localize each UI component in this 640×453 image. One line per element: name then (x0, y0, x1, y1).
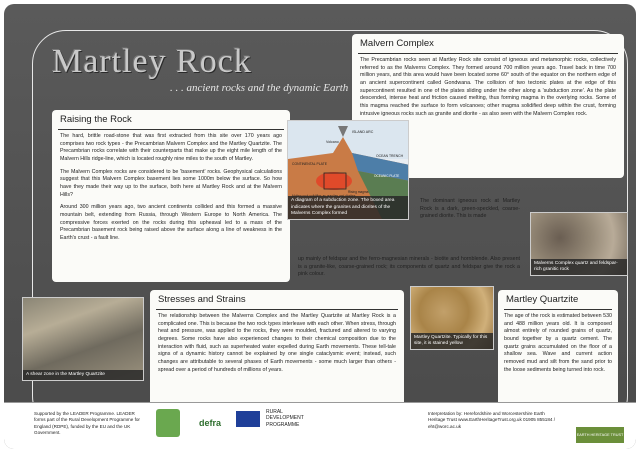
raising-paragraph: The Malvern Complex rocks are considered to be 'basement' rocks. Geophysical calculations suggest that this Malvern Complex basement lies some 1000m below the surface. So how have they made their way up to the surface, both here at Martley Rock and at the Malvern Hills? (60, 168, 282, 198)
malvern-continued-paragraph: up mainly of feldspar and the ferro-magnesian minerals - biotite and hornblende. Also present is a granite-like, coarse-grained rock; its components of quartz and feldspar give the rock a pink colour. (298, 256, 520, 278)
label-ocean: OCEAN TRENCH (376, 154, 404, 158)
shear-zone-photo (22, 297, 144, 381)
raising-panel (52, 110, 290, 282)
rdpe-logo: RURAL DEVELOPMENT PROGRAMME (266, 409, 304, 428)
footer-interpretation-text: Interpretation by: Herefordshire and Worcestershire Earth Heritage Trust www.EarthHeritageTrust.org.uk 01905 855184 / eht@worc.ac.uk (428, 411, 555, 429)
quartzite-paragraph: The age of the rock is estimated between 530 and 488 million years old. It is composed almost entirely of rounded grains of quartz, bound together by a quartz cement. The quartz grains accumulated on the floor of a shallow sea. Wave and current action removed mud and silt from the sand prior to the loose sediments being turned into rock. (504, 313, 612, 373)
label-volcano: Volcano (326, 140, 339, 144)
raising-paragraph: The hard, brittle road-stone that was first extracted from this site over 170 years ago comprises two rock types - the Precambrian Malvern Complex and the Martley Quartzite. The Precambrian rocks correlate with their counterparts that make up the eight mile length of the Malvern Hills ridge-line, which is located roughly nine miles to the south of Martley. (60, 133, 282, 163)
divider (58, 129, 284, 130)
granitic-rock-photo (530, 212, 628, 276)
divider (156, 309, 398, 310)
label-island-arc: ISLAND ARC (352, 130, 374, 134)
defra-logo: defra (198, 418, 221, 428)
malvern-heading: Malvern Complex (360, 38, 434, 49)
subduction-diagram (287, 120, 409, 220)
divider (504, 309, 612, 310)
footer-support-text: Supported by the LEADER Programme. LEADER forms part of the Rural Development Programme for England (RDPE), funded by the EU and the UK Government. (34, 411, 140, 436)
stresses-paragraph: The relationship between the Malverns Complex and the Martley Quartzite at Martley Rock is a complicated one. This is because the two rock types interleave with each other. When stress, through heat and pressure, was applied to the rocks, they were moulded, fractured and altered to varying degrees. Some rocks have also experienced changes to their chemical composition due to the interaction with fluid, such as superheated water expelled during Earth movements. These tell-tale signs of a dynamic history cannot be explained by one single cataclysmic event; instead, such changes are attributable to several phases of Earth movements - some much larger than others - spread over a period of hundreds of millions of years. (158, 313, 396, 373)
diagram-caption: A diagram of a subduction zone. The boxed area indicates where the granites and diorites of the Malverns Complex formed (288, 196, 408, 219)
shear-caption: A shear zone in the Martley Quartzite (23, 370, 143, 380)
page-subtitle: . . . ancient rocks and the dynamic Earth (170, 82, 349, 94)
raising-paragraph: Around 300 million years ago, two ancient continents collided and this formed a massive mountain belt, extending from Russia, through Western Europe to North America. The compressive forces exerted on the rocks during this upheaval led to a mass of the Precambrian basement rock being raised above the surface along a line of weakness in the Earth's crust - a fault line. (60, 204, 282, 242)
eht-logo: EARTH HERITAGE TRUST (576, 427, 624, 443)
divider (358, 53, 618, 54)
malvern-paragraph: The Precambrian rocks seen at Martley Rock site consist of igneous and metamorphic rocks, collectively referred to as the Malverns Complex. They formed around 700 million years ago. Travel back in time 700 million years, and this area would have been located some 60° south of the equator on the northern edge of an ancient supercontinent called Gondwana. The collision of two tectonic plates at the edge of this supercontinent resulted in one of the plates sliding under the other along a 'subduction zone'. As the plate descended, intense heat and friction caused melting, thus forming magma in the overlying rocks. Some of this magma reached the surface to form volcanoes; other magma solidified deep within the crust, forming intrusive igneous rocks such as granite and diorite - as also seen with the Malvern Complex rock. (360, 57, 616, 117)
quartz-caption: Martley Quartzite. Typically for this site, it is stained yellow (411, 333, 493, 349)
igneous-text (420, 198, 520, 258)
label-rising: Rising magma (348, 190, 369, 194)
label-oceanic: OCEANIC PLATE (374, 174, 400, 178)
raising-heading: Raising the Rock (60, 114, 132, 125)
sponsor-footer (4, 402, 636, 449)
stresses-heading: Stresses and Strains (158, 294, 246, 305)
quartzite-heading: Martley Quartzite (506, 294, 579, 305)
quartzite-photo (410, 286, 494, 350)
sample-caption: Malverns Complex quartz and feldspar-rich granitic rock (531, 259, 627, 275)
leader-logo-icon (156, 409, 180, 437)
label-continental: CONTINENTAL PLATE (292, 162, 327, 166)
eu-flag-icon (236, 411, 260, 427)
igneous-paragraph: The dominant igneous rock at Martley Rock is a dark, green-speckled, coarse-grained diorite. This is made (420, 198, 520, 220)
malvern-continued (296, 256, 522, 286)
page-title: Martley Rock (52, 43, 252, 80)
